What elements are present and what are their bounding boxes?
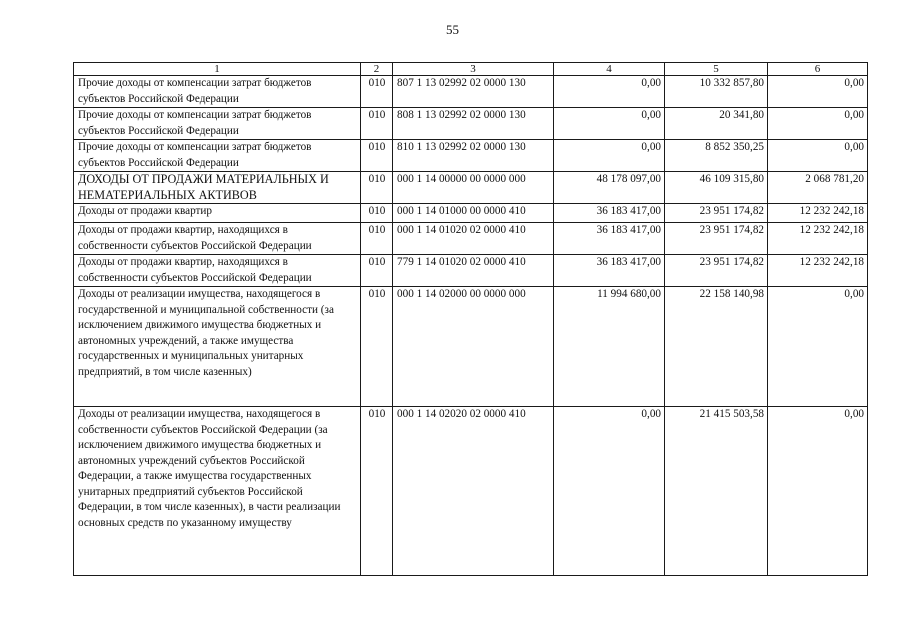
row-kbk: 779 1 14 01020 02 0000 410 [393,255,554,287]
row-kbk: 810 1 13 02992 02 0000 130 [393,140,554,172]
row-code: 010 [361,223,393,255]
row-name: Прочие доходы от компенсации затрат бюджетов субъектов Российской Федерации [74,140,361,172]
table-row [74,223,868,255]
row-code: 010 [361,108,393,140]
row-code: 010 [361,407,393,576]
table-row [74,172,868,204]
row-code: 010 [361,140,393,172]
row-col6: 0,00 [768,140,868,172]
row-name: Доходы от продажи квартир, находящихся в собственности субъектов Российской Федерации [74,255,361,287]
row-col4: 36 183 417,00 [554,204,665,223]
table-row [74,140,868,172]
table-row [74,287,868,407]
row-col6: 2 068 781,20 [768,172,868,204]
row-col6: 12 232 242,18 [768,223,868,255]
row-col5: 21 415 503,58 [665,407,768,576]
row-col5: 46 109 315,80 [665,172,768,204]
row-name: Доходы от продажи квартир [74,204,361,223]
header-col-2: 2 [361,63,393,76]
row-col5: 22 158 140,98 [665,287,768,407]
row-col4: 48 178 097,00 [554,172,665,204]
row-col6: 12 232 242,18 [768,204,868,223]
row-code: 010 [361,287,393,407]
revenue-table [73,62,868,576]
row-col5: 23 951 174,82 [665,204,768,223]
header-col-5: 5 [665,63,768,76]
header-row [74,63,868,76]
row-col4: 0,00 [554,76,665,108]
row-kbk: 000 1 14 01000 00 0000 410 [393,204,554,223]
row-col6: 12 232 242,18 [768,255,868,287]
table-row [74,255,868,287]
row-col4: 36 183 417,00 [554,255,665,287]
row-kbk: 808 1 13 02992 02 0000 130 [393,108,554,140]
table-row [74,407,868,576]
row-name: Прочие доходы от компенсации затрат бюджетов субъектов Российской Федерации [74,108,361,140]
row-code: 010 [361,76,393,108]
row-col5: 23 951 174,82 [665,255,768,287]
table-row [74,108,868,140]
row-col6: 0,00 [768,287,868,407]
row-code: 010 [361,172,393,204]
header-col-1: 1 [74,63,361,76]
header-col-6: 6 [768,63,868,76]
row-col4: 11 994 680,00 [554,287,665,407]
row-code: 010 [361,204,393,223]
header-col-4: 4 [554,63,665,76]
row-kbk: 000 1 14 00000 00 0000 000 [393,172,554,204]
table-row [74,76,868,108]
row-col6: 0,00 [768,108,868,140]
row-code: 010 [361,255,393,287]
row-col5: 10 332 857,80 [665,76,768,108]
row-kbk: 807 1 13 02992 02 0000 130 [393,76,554,108]
row-name: ДОХОДЫ ОТ ПРОДАЖИ МАТЕРИАЛЬНЫХ И НЕМАТЕРИАЛЬНЫХ АКТИВОВ [74,172,361,204]
table-row [74,204,868,223]
header-col-3: 3 [393,63,554,76]
row-col4: 36 183 417,00 [554,223,665,255]
row-kbk: 000 1 14 02020 02 0000 410 [393,407,554,576]
row-col5: 23 951 174,82 [665,223,768,255]
row-col5: 20 341,80 [665,108,768,140]
row-col4: 0,00 [554,407,665,576]
row-kbk: 000 1 14 02000 00 0000 000 [393,287,554,407]
row-name: Доходы от реализации имущества, находящегося в государственной и муниципальной собственности (за исключением движимого имущества бюджетных и автономных учреждений, а также имущества государственных и муниципальных унитарных предприятий, в том числе казенных) [74,287,361,407]
row-name: Доходы от реализации имущества, находящегося в собственности субъектов Российской Федерации (за исключением движимого имущества бюджетных и автономных учреждений субъектов Российской Федерации, а также имущества государственных унитарных предприятий субъектов Российской Федерации, в том числе казенных), в части реализации основных средств по указанному имуществу [74,407,361,576]
row-col4: 0,00 [554,108,665,140]
row-kbk: 000 1 14 01020 02 0000 410 [393,223,554,255]
row-name: Прочие доходы от компенсации затрат бюджетов субъектов Российской Федерации [74,76,361,108]
row-col5: 8 852 350,25 [665,140,768,172]
row-col6: 0,00 [768,76,868,108]
row-col4: 0,00 [554,140,665,172]
row-col6: 0,00 [768,407,868,576]
page-number: 55 [446,22,459,37]
row-name: Доходы от продажи квартир, находящихся в собственности субъектов Российской Федерации [74,223,361,255]
